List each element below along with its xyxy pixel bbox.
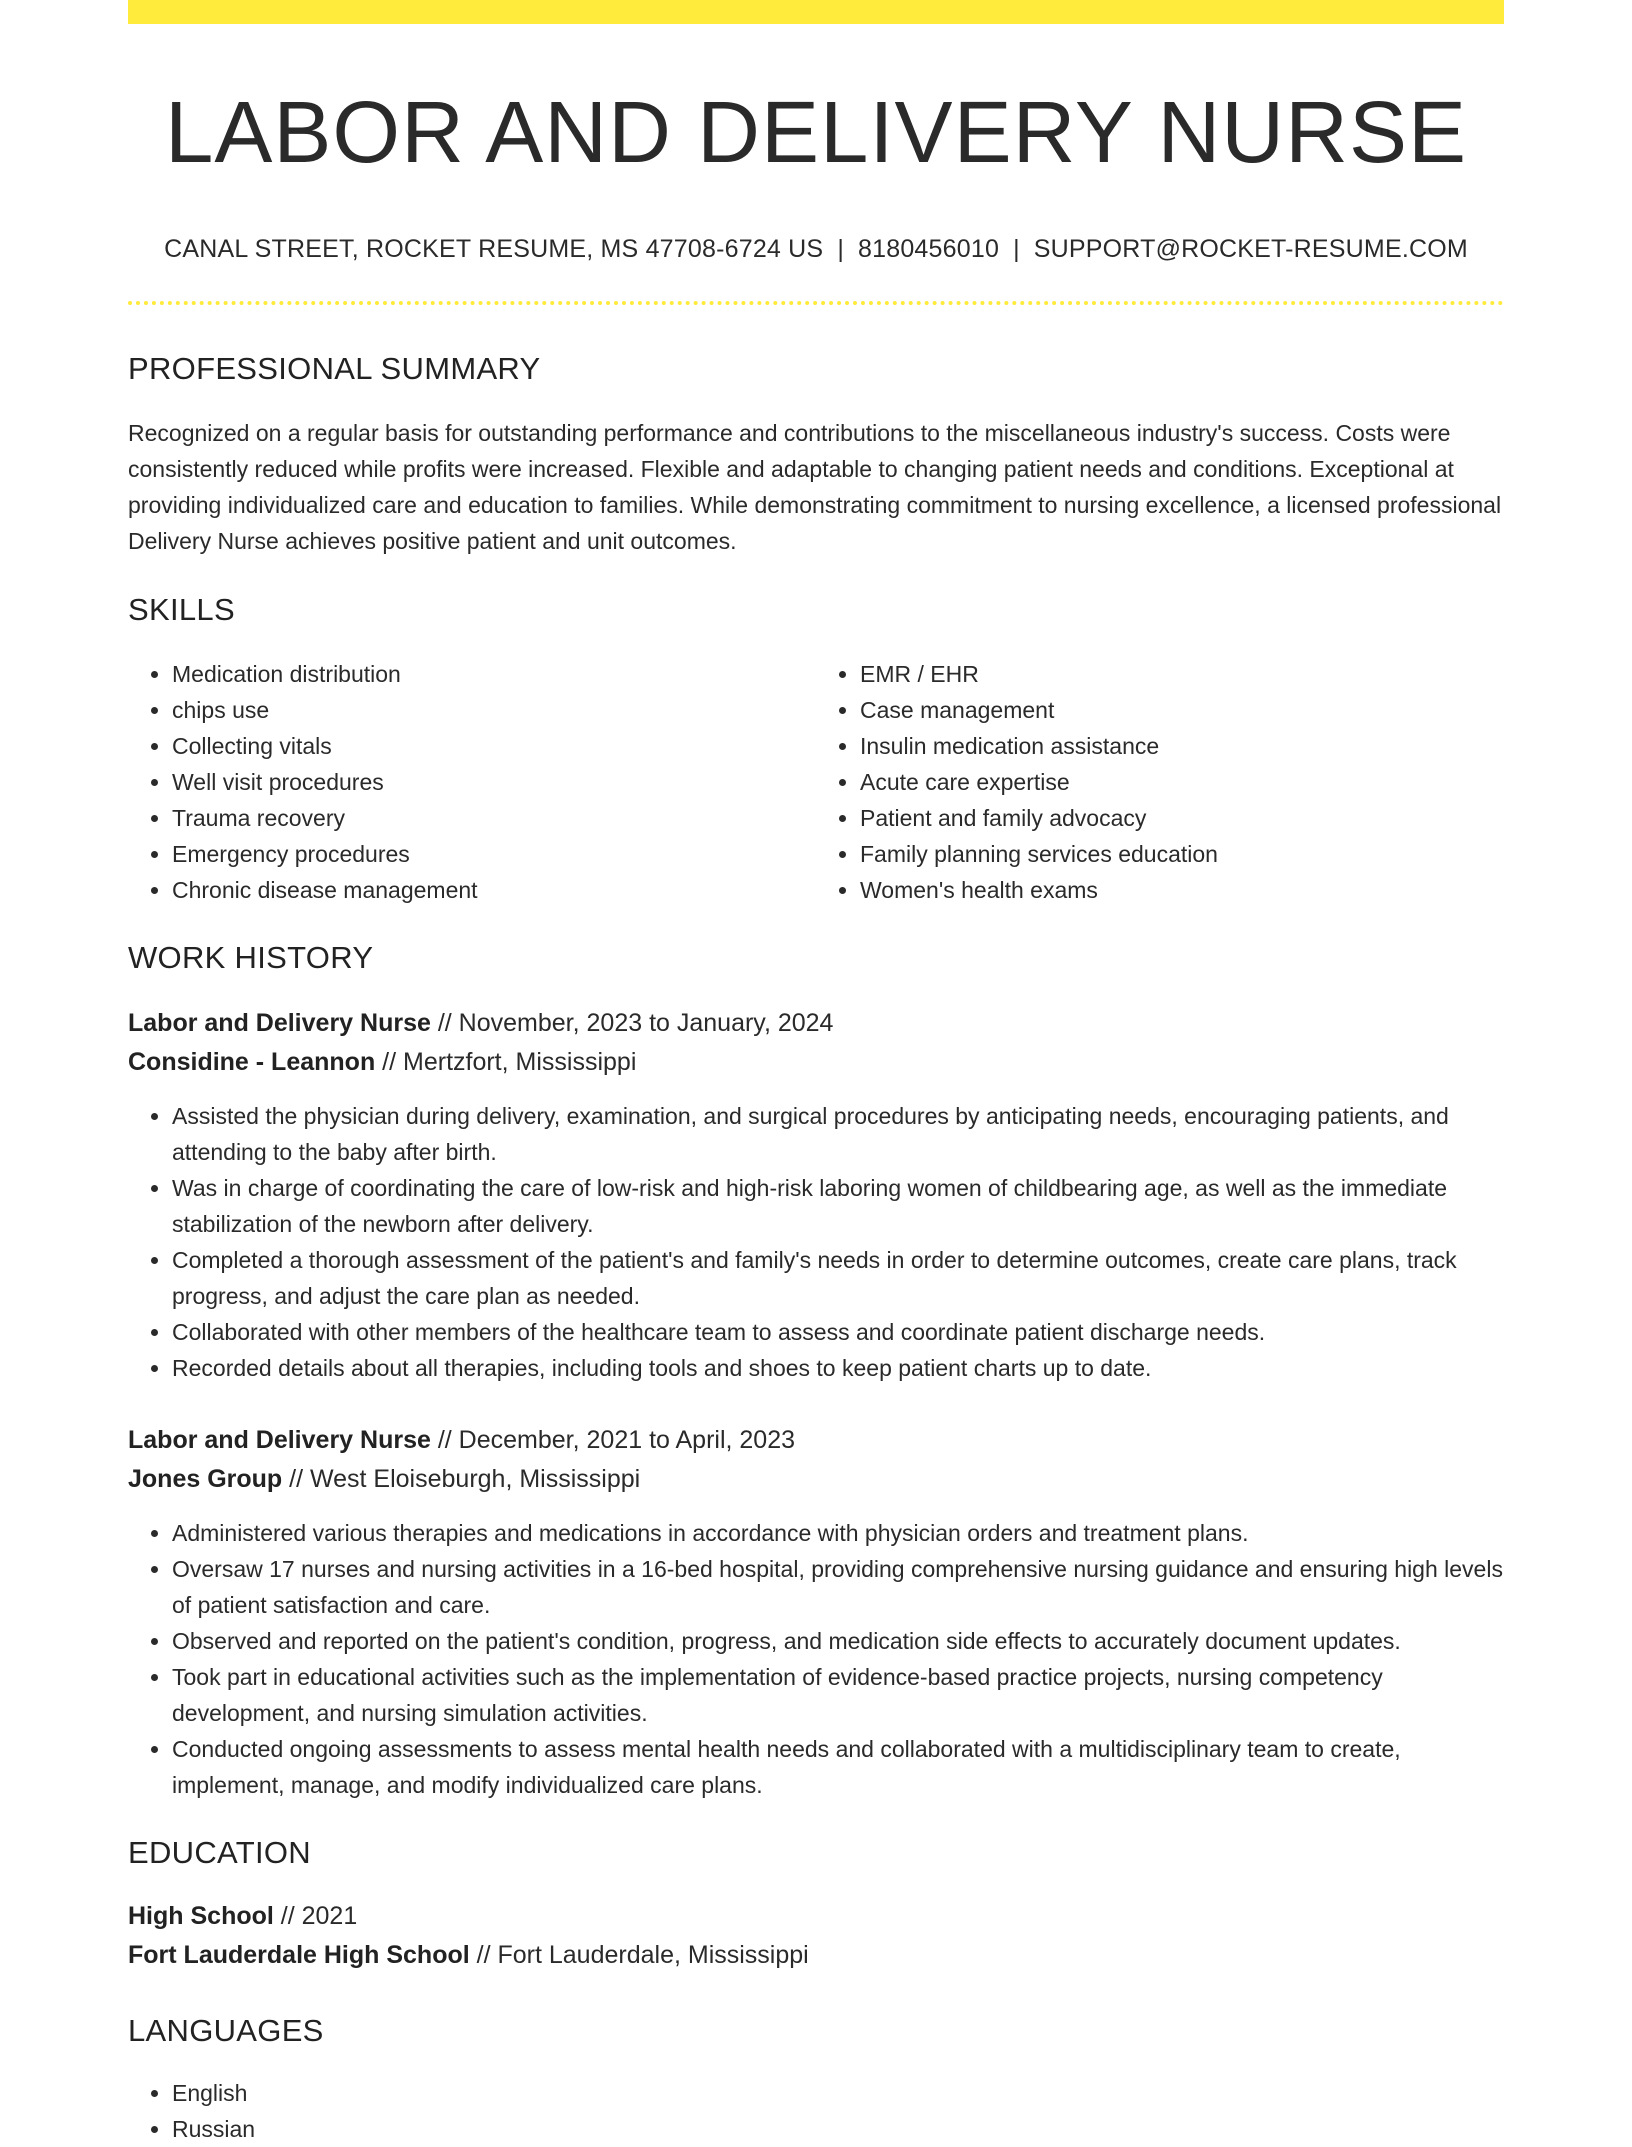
dotted-divider <box>128 301 1504 305</box>
job-company: Jones Group <box>128 1464 283 1493</box>
contact-separator: | <box>1013 234 1020 263</box>
skill-item: • Family planning services education <box>860 836 1504 872</box>
job-dates: // November, 2023 to January, 2024 <box>437 1008 834 1037</box>
job-bullet: • Observed and reported on the patient's condition, progress, and medication side effects to accurately document updates. <box>172 1623 1504 1659</box>
education-school: Fort Lauderdale High School <box>128 1940 470 1969</box>
job-location: // West Eloiseburgh, Mississippi <box>289 1464 641 1493</box>
job-title: Labor and Delivery Nurse <box>128 1425 431 1454</box>
education-degree: High School <box>128 1901 274 1930</box>
education-entry <box>128 1897 1504 1975</box>
contact-line <box>128 235 1504 264</box>
skill-item: • EMR / EHR <box>860 656 1504 692</box>
page-title: LABOR AND DELIVERY NURSE <box>164 84 1468 181</box>
job-bullet: • Oversaw 17 nurses and nursing activities in a 16-bed hospital, providing comprehensive nursing guidance and ensuring high levels of patient satisfaction and care. <box>172 1551 1504 1623</box>
skill-item: • Acute care expertise <box>860 764 1504 800</box>
skills-list-left <box>128 656 816 908</box>
job-bullets <box>128 1515 1504 1803</box>
job-location: // Mertzfort, Mississippi <box>382 1047 637 1076</box>
skill-item: • Trauma recovery <box>172 800 816 836</box>
job-bullet: • Collaborated with other members of the healthcare team to assess and coordinate patient discharge needs. <box>172 1314 1504 1350</box>
job-bullet: • Conducted ongoing assessments to assess mental health needs and collaborated with a multidisciplinary team to create, implement, manage, and modify individualized care plans. <box>172 1731 1504 1803</box>
skill-item: • Case management <box>860 692 1504 728</box>
skills-list-right <box>816 656 1504 908</box>
contact-phone: 8180456010 <box>858 234 1000 263</box>
languages-heading: LANGUAGES <box>128 2012 324 2048</box>
job-entry <box>128 1421 1504 1803</box>
contact-address: CANAL STREET, ROCKET RESUME, MS 47708-6724 US <box>164 234 824 263</box>
summary-heading: PROFESSIONAL SUMMARY <box>128 350 541 386</box>
languages-list <box>128 2075 1504 2147</box>
skills-heading: SKILLS <box>128 591 235 627</box>
job-company: Considine - Leannon <box>128 1047 376 1076</box>
education-degree-line <box>128 1897 1504 1936</box>
education-location: // Fort Lauderdale, Mississippi <box>476 1940 809 1969</box>
skill-item: • Well visit procedures <box>172 764 816 800</box>
job-company-line <box>128 1460 1504 1499</box>
job-bullet: • Was in charge of coordinating the care of low-risk and high-risk laboring women of childbearing age, as well as the immediate stabilization of the newborn after delivery. <box>172 1170 1504 1242</box>
job-bullet: • Recorded details about all therapies, including tools and shoes to keep patient charts up to date. <box>172 1350 1504 1386</box>
contact-email: SUPPORT@ROCKET-RESUME.COM <box>1033 234 1468 263</box>
job-bullet: • Took part in educational activities such as the implementation of evidence-based practice projects, nursing competency development, and nursing simulation activities. <box>172 1659 1504 1731</box>
skill-item: • Medication distribution <box>172 656 816 692</box>
job-title: Labor and Delivery Nurse <box>128 1008 431 1037</box>
skills-columns <box>128 656 1504 908</box>
skill-item: • Patient and family advocacy <box>860 800 1504 836</box>
skill-item: • chips use <box>172 692 816 728</box>
job-title-line <box>128 1421 1504 1460</box>
summary-text: Recognized on a regular basis for outstanding performance and contributions to the miscellaneous industry's success. Costs were consistently reduced while profits were increased. Flexible and adaptable to changing patient needs and conditions. Exceptional at providing individualized care and education to families. While demonstrating commitment to nursing excellence, a licensed professional Delivery Nurse achieves positive patient and unit outcomes. <box>128 419 1502 554</box>
job-bullet: • Assisted the physician during delivery, examination, and surgical procedures by anticipating needs, encouraging patients, and attending to the baby after birth. <box>172 1098 1504 1170</box>
language-item: • Russian <box>172 2111 1504 2147</box>
top-accent-bar <box>128 0 1504 24</box>
contact-separator: | <box>837 234 845 263</box>
education-school-line <box>128 1936 1504 1975</box>
job-bullets <box>128 1098 1504 1386</box>
resume-page <box>128 0 1504 2147</box>
skill-item: • Women's health exams <box>860 872 1504 908</box>
job-bullet: • Administered various therapies and medications in accordance with physician orders and treatment plans. <box>172 1515 1504 1551</box>
job-title-line <box>128 1004 1504 1043</box>
job-bullet: • Completed a thorough assessment of the patient's and family's needs in order to determine outcomes, create care plans, track progress, and adjust the care plan as needed. <box>172 1242 1504 1314</box>
language-item: • English <box>172 2075 1504 2111</box>
skill-item: • Chronic disease management <box>172 872 816 908</box>
job-company-line <box>128 1043 1504 1082</box>
job-entry <box>128 1004 1504 1386</box>
skill-item: • Emergency procedures <box>172 836 816 872</box>
skill-item: • Insulin medication assistance <box>860 728 1504 764</box>
job-dates: // December, 2021 to April, 2023 <box>437 1425 796 1454</box>
education-year: // 2021 <box>280 1901 358 1930</box>
work-history-heading: WORK HISTORY <box>128 939 374 975</box>
skill-item: • Collecting vitals <box>172 728 816 764</box>
education-heading: EDUCATION <box>128 1834 311 1870</box>
